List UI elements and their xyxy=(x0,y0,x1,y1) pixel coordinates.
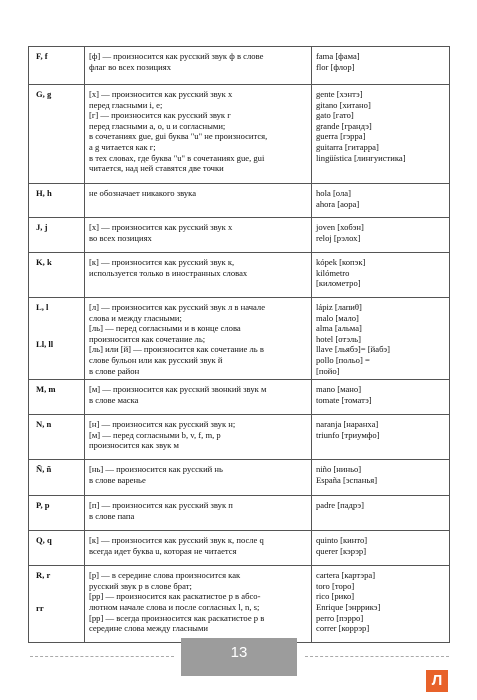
example-line: rico [рико] xyxy=(316,591,355,602)
description-cell xyxy=(85,460,312,496)
description-line: [м] — произносится как русский звонкий звук м xyxy=(89,384,267,395)
description-cell xyxy=(85,415,312,460)
description-line: лютном начале слова и после согласных l, n, s; xyxy=(89,601,260,612)
example-line: [километро] xyxy=(316,278,361,289)
example-line: pollo [польо] = xyxy=(316,354,370,365)
example-line: fama [фама] xyxy=(316,51,360,61)
examples-cell xyxy=(312,415,450,460)
footer-divider-right xyxy=(305,656,449,657)
example-line: cartera [картэра] xyxy=(316,570,376,581)
description-line: [ф] — произносится как русский звук ф в слове xyxy=(89,51,264,61)
description-line: произносится как сочетание ль; xyxy=(89,333,206,344)
letter-label: H, h xyxy=(36,188,52,198)
letter-cell xyxy=(29,218,85,253)
description-line: [п] — произносится как русский звук п xyxy=(89,500,233,511)
description-line: [н] — произносится как русский звук н; xyxy=(89,419,236,430)
letter-cell xyxy=(29,460,85,496)
table-row xyxy=(29,253,450,298)
description-cell xyxy=(85,566,312,643)
letter-cell xyxy=(29,415,85,460)
description-line: [х] — произносится как русский звук х xyxy=(89,222,233,232)
letter-label: R, r xyxy=(36,570,51,581)
letter-cell xyxy=(29,566,85,643)
description-line: в сочетаниях gue, gui буква "u" не произносится, xyxy=(89,131,268,142)
example-line: kópek [копэк] xyxy=(316,257,366,267)
description-cell xyxy=(85,496,312,531)
example-line: querer [кэрэр] xyxy=(316,545,367,556)
description-line: [ль] или [й] — произносится как сочетание ль в xyxy=(89,344,264,355)
description-line: не обозначает никакого звука xyxy=(89,188,197,198)
table-row xyxy=(29,47,450,85)
example-line: naranja [наранха] xyxy=(316,419,379,430)
example-line: quinto [кинто] xyxy=(316,535,368,546)
alphabet-table xyxy=(28,46,450,643)
letter-label: F, f xyxy=(36,51,48,61)
letter-label: rr xyxy=(36,602,44,613)
description-line: середине слова между гласными xyxy=(89,623,208,634)
description-line: [рр] — всегда произносится как раскатистое р в xyxy=(89,612,265,623)
footer-divider-left xyxy=(30,656,174,657)
examples-cell xyxy=(312,566,450,643)
examples-cell xyxy=(312,184,450,218)
letter-cell xyxy=(29,47,85,85)
example-line: perro [пэрро] xyxy=(316,612,364,623)
description-cell xyxy=(85,531,312,566)
letter-label: M, m xyxy=(36,384,56,395)
letter-label: J, j xyxy=(36,222,48,232)
table-row xyxy=(29,218,450,253)
page xyxy=(28,46,449,643)
description-cell xyxy=(85,184,312,218)
publisher-logo-letter: Л xyxy=(431,672,443,689)
letter-label: Ñ, ñ xyxy=(36,464,52,475)
example-line: reloj [рэлох] xyxy=(316,232,361,243)
examples-cell xyxy=(312,47,450,85)
letter-cell xyxy=(29,253,85,298)
example-line: tomate [томатэ] xyxy=(316,394,372,405)
letter-label: N, n xyxy=(36,419,52,430)
example-line: gente [хэнтэ] xyxy=(316,89,363,99)
description-line: в тех словах, где буква "u" в сочетаниях gue, gui xyxy=(89,152,265,163)
letter-label: Ll, ll xyxy=(36,338,54,349)
example-line: mano [мано] xyxy=(316,384,362,395)
description-cell xyxy=(85,380,312,415)
description-line: [рр] — произносится как раскатистое р в абсо- xyxy=(89,591,261,602)
example-line: alma [альма] xyxy=(316,323,362,334)
description-line: слова и между гласными; xyxy=(89,312,182,323)
example-line: hola [ола] xyxy=(316,188,351,198)
examples-cell xyxy=(312,218,450,253)
description-line: [р] — в середине слова произносится как xyxy=(89,570,241,581)
description-line: флаг во всех позициях xyxy=(89,61,171,72)
letter-cell xyxy=(29,85,85,184)
description-line: перед гласными i, e; xyxy=(89,99,163,110)
letter-label: L, l xyxy=(36,302,49,312)
letter-cell xyxy=(29,184,85,218)
table-row xyxy=(29,460,450,496)
letter-label: K, k xyxy=(36,257,52,267)
table-row xyxy=(29,496,450,531)
table-row xyxy=(29,566,450,643)
example-line: joven [хобэн] xyxy=(316,222,364,232)
example-line: flor [флор] xyxy=(316,61,355,72)
example-line: correr [коррэр] xyxy=(316,623,370,634)
examples-cell xyxy=(312,253,450,298)
example-line: kilómetro xyxy=(316,267,350,278)
example-line: ahora [аора] xyxy=(316,198,360,209)
examples-cell xyxy=(312,85,450,184)
examples-cell xyxy=(312,298,450,380)
description-cell xyxy=(85,298,312,380)
description-line: в слове район xyxy=(89,365,140,376)
example-line: niño [ниньо] xyxy=(316,464,362,475)
description-line: во всех позициях xyxy=(89,232,152,243)
example-line: padre [падрэ] xyxy=(316,500,364,511)
description-line: используется только в иностранных словах xyxy=(89,267,248,278)
publisher-logo xyxy=(426,670,448,692)
description-line: в слове папа xyxy=(89,510,135,521)
description-line: слове бульон или как русский звук й xyxy=(89,354,223,365)
table-row xyxy=(29,380,450,415)
examples-cell xyxy=(312,496,450,531)
example-line: guitarra [гитарра] xyxy=(316,141,379,152)
description-line: русский звук р в слове брат; xyxy=(89,580,192,591)
letter-cell xyxy=(29,380,85,415)
table-row xyxy=(29,531,450,566)
example-line: [пойо] xyxy=(316,365,340,376)
description-line: всегда идет буква u, которая не читается xyxy=(89,545,237,556)
description-line: [г] — произносится как русский звук г xyxy=(89,110,231,121)
example-line: toro [торо] xyxy=(316,580,355,591)
examples-cell xyxy=(312,460,450,496)
letter-label: P, p xyxy=(36,500,50,511)
description-cell xyxy=(85,218,312,253)
table-row xyxy=(29,415,450,460)
example-line: lápiz [лапиθ] xyxy=(316,302,362,312)
description-cell xyxy=(85,47,312,85)
letter-label: G, g xyxy=(36,89,52,99)
description-line: [к] — произносится как русский звук к, после q xyxy=(89,535,264,546)
example-line: malo [мало] xyxy=(316,312,359,323)
page-number: 13 xyxy=(181,638,297,676)
description-line: [л] — произносится как русский звук л в начале xyxy=(89,302,266,312)
examples-cell xyxy=(312,380,450,415)
example-line: Enrique [энррикэ] xyxy=(316,601,381,612)
example-line: triunfo [триумфо] xyxy=(316,429,380,440)
example-line: llave [льябэ]= [йабэ] xyxy=(316,344,390,355)
description-line: [ль] — перед согласными и в конце слова xyxy=(89,323,241,334)
description-line: [нь] — произносится как русский нь xyxy=(89,464,223,475)
examples-cell xyxy=(312,531,450,566)
example-line: hotel [отэль] xyxy=(316,333,361,344)
letter-cell xyxy=(29,496,85,531)
example-line: guerra [гэрра] xyxy=(316,131,366,142)
description-line: в слове варенье xyxy=(89,474,146,485)
example-line: gato [гато] xyxy=(316,110,354,121)
description-line: а g читается как г; xyxy=(89,141,156,152)
example-line: gitano [хитано] xyxy=(316,99,371,110)
description-line: [х] — произносится как русский звук х xyxy=(89,89,233,99)
table-row xyxy=(29,184,450,218)
footer xyxy=(0,636,477,676)
example-line: grande [грандэ] xyxy=(316,120,372,131)
example-line: España [эспанья] xyxy=(316,474,378,485)
example-line: lingüística [лингуистика] xyxy=(316,152,406,163)
table-row xyxy=(29,298,450,380)
description-line: [к] — произносится как русский звук к, xyxy=(89,257,235,267)
description-line: в слове маска xyxy=(89,394,139,405)
letter-cell xyxy=(29,298,85,380)
description-line: [м] — перед согласными b, v, f, m, p xyxy=(89,429,221,440)
description-line: произносится как звук м xyxy=(89,440,179,451)
letter-cell xyxy=(29,531,85,566)
description-cell xyxy=(85,253,312,298)
letter-label: Q, q xyxy=(36,535,52,546)
table-row xyxy=(29,85,450,184)
description-line: перед гласными a, o, u и согласными; xyxy=(89,120,226,131)
description-line: читается, над ней ставятся две точки xyxy=(89,163,224,174)
description-cell xyxy=(85,85,312,184)
